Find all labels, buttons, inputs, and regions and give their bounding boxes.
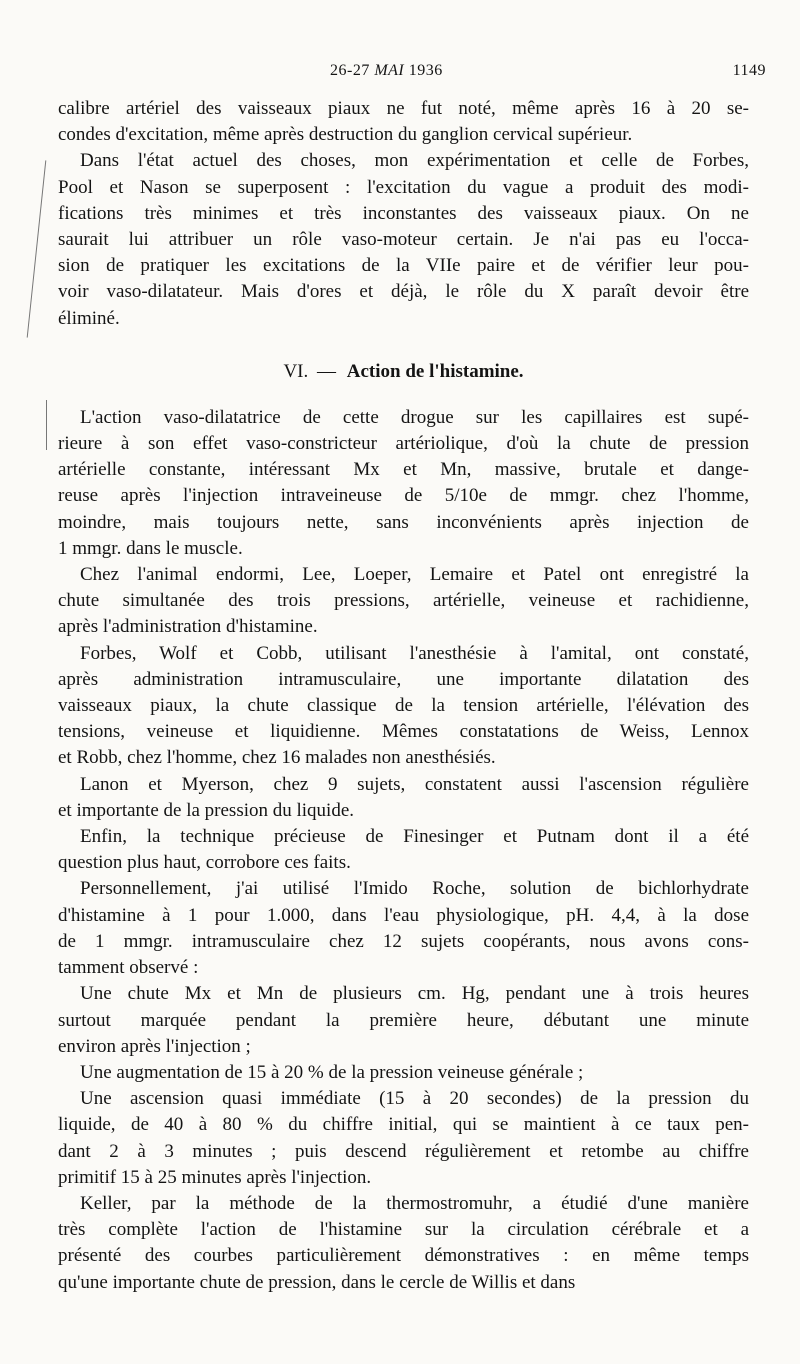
- text-line: Lanon et Myerson, chez 9 sujets, constatent aussi l'ascension régulière: [80, 773, 749, 795]
- text-line: de 1 mmgr. intramusculaire chez 12 sujets coopérants, nous avons cons-: [58, 930, 749, 952]
- text-line: Personnellement, j'ai utilisé l'Imido Roche, solution de bichlorhydrate: [80, 878, 749, 900]
- text-line: tensions, veineuse et liquidienne. Mêmes constatations de Weiss, Lennox: [58, 721, 749, 743]
- text-line: Enfin, la technique précieuse de Finesinger et Putnam dont il a été: [80, 826, 749, 848]
- text-line: vaisseaux piaux, la chute classique de la tension artérielle, l'élévation des: [58, 695, 749, 717]
- text-line: Pool et Nason se superposent : l'excitation du vague a produit des modi-: [58, 176, 749, 198]
- text-line: condes d'excitation, même après destruction du ganglion cervical supérieur.: [58, 124, 633, 146]
- text-line: 1 mmgr. dans le muscle.: [58, 537, 243, 559]
- section-number: VI.: [283, 360, 309, 382]
- margin-annotation-line: [46, 400, 47, 450]
- section-heading: [58, 359, 749, 385]
- text-line: sion de pratiquer les excitations de la VIIe paire et de vérifier leur pou-: [58, 255, 749, 277]
- text-line: question plus haut, corrobore ces faits.: [58, 852, 351, 874]
- margin-annotation-line: [27, 160, 47, 337]
- text-line: Keller, par la méthode de la thermostromuhr, a étudié d'une manière: [80, 1192, 749, 1214]
- text-line: calibre artériel des vaisseaux piaux ne fut noté, même après 16 à 20 se-: [58, 98, 749, 119]
- text-line: voir vaso-dilatateur. Mais d'ores et déjà, le rôle du X paraît devoir être: [58, 281, 749, 303]
- text-line: chute simultanée des trois pressions, artérielle, veineuse et rachidienne,: [58, 590, 749, 612]
- paragraphs-after-section: [58, 405, 749, 1296]
- text-line: très complète l'action de l'histamine sur la circulation cérébrale et a: [58, 1219, 749, 1241]
- text-line: Une chute Mx et Mn de plusieurs cm. Hg, pendant une à trois heures: [80, 983, 749, 1005]
- text-line: éliminé.: [58, 307, 120, 329]
- text-line: tamment observé :: [58, 957, 199, 979]
- text-line: Dans l'état actuel des choses, mon expérimentation et celle de Forbes,: [80, 150, 749, 172]
- text-line: Chez l'animal endormi, Lee, Loeper, Lemaire et Patel ont enregistré la: [80, 564, 749, 586]
- text-line: qu'une importante chute de pression, dans le cercle de Willis et dans: [58, 1271, 576, 1293]
- header-year: 1936: [408, 62, 443, 79]
- text-line: Une ascension quasi immédiate (15 à 20 secondes) de la pression du: [80, 1088, 749, 1110]
- text-line: liquide, de 40 à 80 % du chiffre initial, qui se maintient à ce taux pen-: [58, 1114, 749, 1136]
- text-line: dant 2 à 3 minutes ; puis descend régulièrement et retombe au chiffre: [58, 1140, 749, 1162]
- text-line: environ après l'injection ;: [58, 1035, 251, 1057]
- paragraphs-before-section: [58, 96, 749, 332]
- header-month: MAI: [374, 62, 405, 79]
- text-line: et importante de la pression du liquide.: [58, 799, 355, 821]
- text-line: Une augmentation de 15 à 20 % de la pression veineuse générale ;: [80, 1061, 584, 1083]
- text-line: surtout marquée pendant la première heure, débutant une minute: [58, 1009, 749, 1031]
- text-line: rieure à son effet vaso-constricteur artériolique, d'où la chute de pression: [58, 433, 749, 455]
- running-header: [0, 62, 800, 86]
- header-date: 26-27 MAI 1936: [330, 62, 443, 79]
- text-line: moindre, mais toujours nette, sans inconvénients après injection de: [58, 511, 749, 533]
- body-text: [58, 96, 749, 1296]
- text-line: d'histamine à 1 pour 1.000, dans l'eau physiologique, pH. 4,4, à la dose: [58, 904, 749, 926]
- text-line: reuse après l'injection intraveineuse de 5/10e de mmgr. chez l'homme,: [58, 485, 749, 507]
- text-line: saurait lui attribuer un rôle vaso-moteur certain. Je n'ai pas eu l'occa-: [58, 229, 749, 251]
- section-dash: —: [317, 360, 336, 382]
- text-line: L'action vaso-dilatatrice de cette drogue sur les capillaires est supé-: [80, 406, 749, 428]
- text-line: et Robb, chez l'homme, chez 16 malades non anesthésiés.: [58, 747, 496, 769]
- section-title: Action de l'histamine.: [346, 360, 524, 382]
- text-line: artérielle constante, intéressant Mx et Mn, massive, brutale et dange-: [58, 459, 749, 481]
- text-line: après administration intramusculaire, une importante dilatation des: [58, 668, 749, 690]
- page-number: 1149: [732, 62, 766, 79]
- text-line: primitif 15 à 25 minutes après l'injection.: [58, 1166, 372, 1188]
- text-line: présenté des courbes particulièrement démonstratives : en même temps: [58, 1245, 749, 1267]
- text-line: Forbes, Wolf et Cobb, utilisant l'anesthésie à l'amital, ont constaté,: [80, 642, 749, 664]
- text-line: après l'administration d'histamine.: [58, 616, 318, 638]
- text-line: fications très minimes et très inconstantes des vaisseaux piaux. On ne: [58, 202, 749, 224]
